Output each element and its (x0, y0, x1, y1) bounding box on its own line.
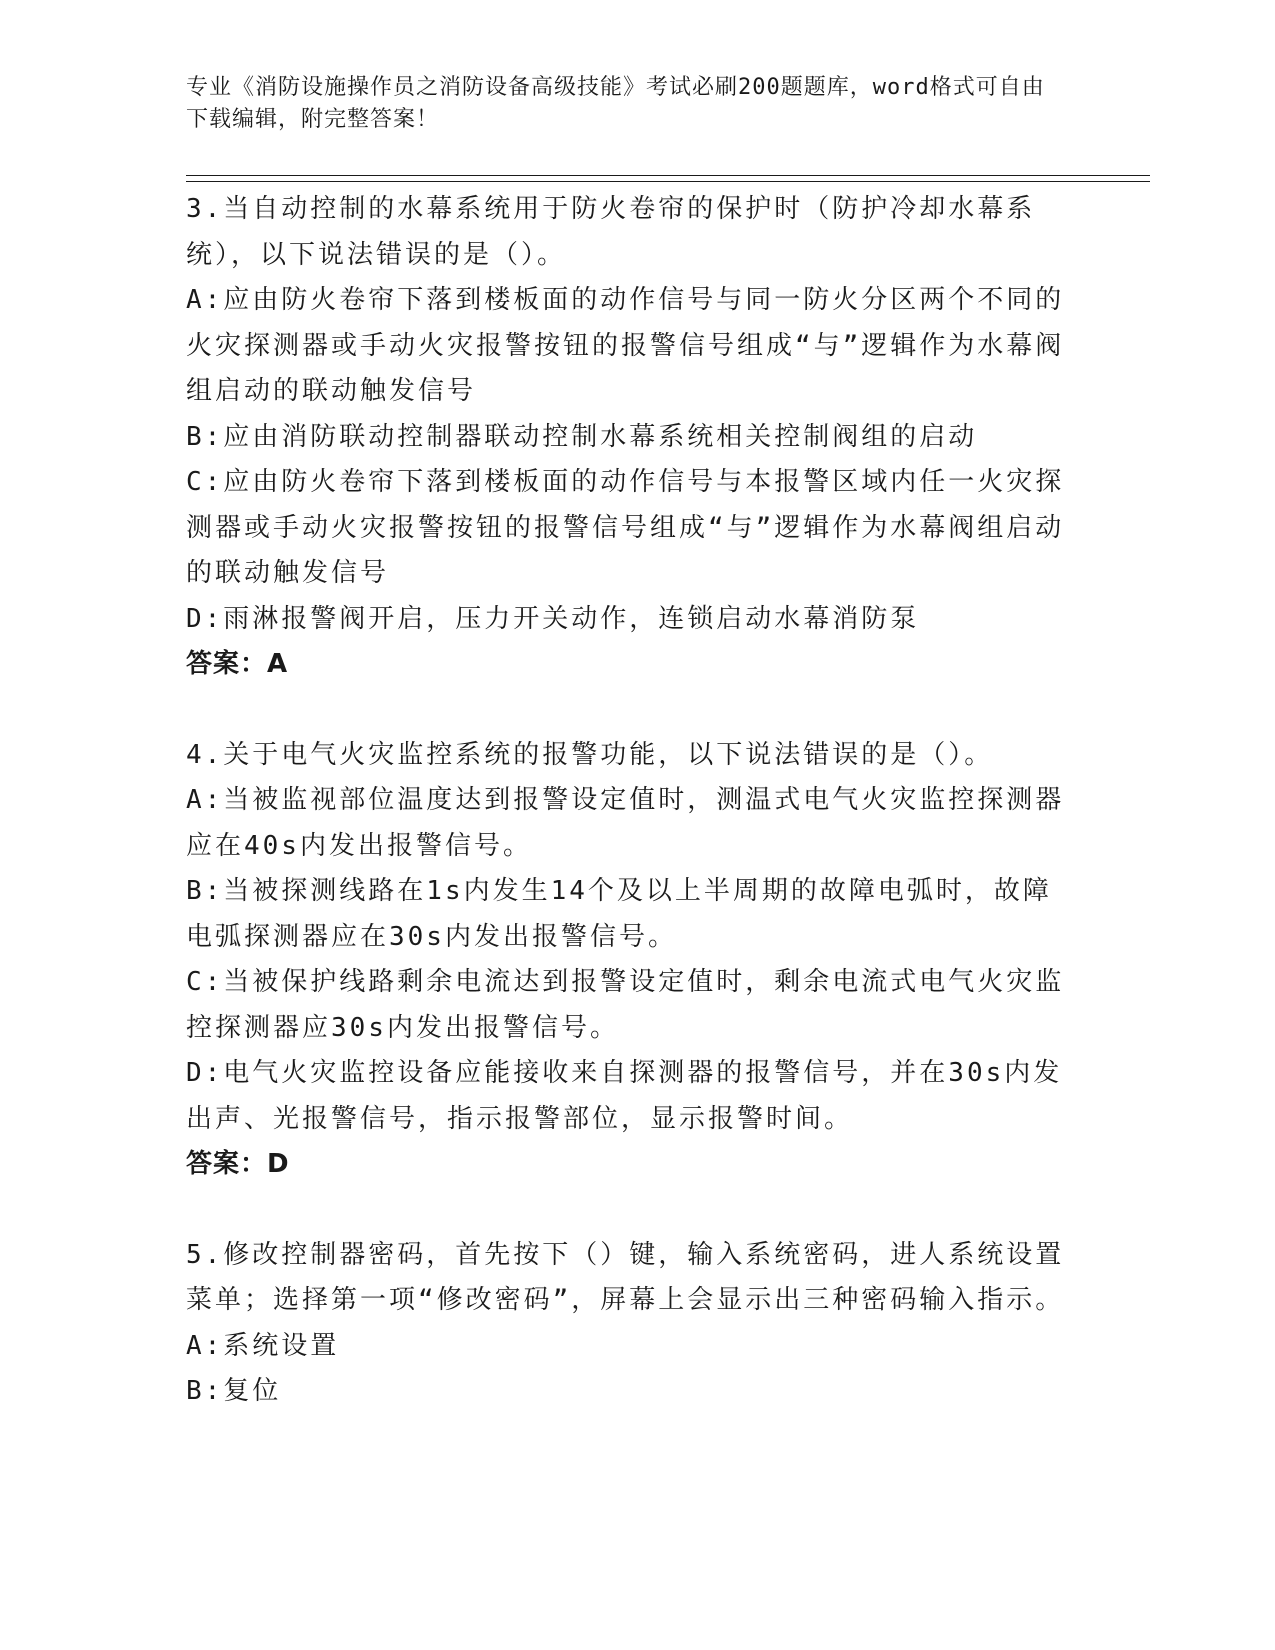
option-c: C:应由防火卷帘下落到楼板面的动作信号与本报警区域内任一火灾探测器或手动火灾报警按钮的报警信号组成“与”逻辑作为水幕阀组启动的联动触发信号 (186, 467, 1065, 588)
option-a: A:系统设置 (186, 1330, 340, 1361)
answer-label: 答案：A (186, 649, 289, 679)
question-stem: 4.关于电气火灾监控系统的报警功能，以下说法错误的是（）。 (186, 739, 994, 770)
document-header: 专业《消防设施操作员之消防设备高级技能》考试必刷200题题库，word格式可自由下载编辑，附完整答案！ (186, 75, 1045, 132)
option-b: B:应由消防联动控制器联动控制水幕系统相关控制阀组的启动 (186, 421, 978, 452)
question-stem: 5.修改控制器密码，首先按下（）键，输入系统密码，进人系统设置菜单；选择第一项“修改密码”，屏幕上会显示出三种密码输入指示。 (186, 1239, 1065, 1315)
question-list (186, 187, 1076, 1460)
option-c: C:当被保护线路剩余电流达到报警设定值时，剩余电流式电气火灾监控探测器应30s内发出报警信号。 (186, 967, 1065, 1043)
question-stem: 3.当自动控制的水幕系统用于防火卷帘的保护时（防护冷却水幕系统），以下说法错误的是（）。 (186, 194, 1036, 270)
option-d: D:雨淋报警阀开启，压力开关动作，连锁启动水幕消防泵 (186, 603, 920, 634)
question-3 (186, 187, 1076, 688)
option-a: A:应由防火卷帘下落到楼板面的动作信号与同一防火分区两个不同的火灾探测器或手动火灾报警按钮的报警信号组成“与”逻辑作为水幕阀组启动的联动触发信号 (186, 285, 1065, 406)
answer-label: 答案：D (186, 1149, 290, 1179)
option-b: B:当被探测线路在1s内发生14个及以上半周期的故障电弧时，故障电弧探测器应在30s内发出报警信号。 (186, 876, 1052, 952)
option-d: D:电气火灾监控设备应能接收来自探测器的报警信号，并在30s内发出声、光报警信号，指示报警部位，显示报警时间。 (186, 1058, 1063, 1134)
option-a: A:当被监视部位温度达到报警设定值时，测温式电气火灾监控探测器应在40s内发出报警信号。 (186, 785, 1065, 861)
question-5 (186, 1233, 1076, 1415)
question-4 (186, 733, 1076, 1188)
option-b: B:复位 (186, 1376, 282, 1406)
header-divider (186, 175, 1150, 182)
